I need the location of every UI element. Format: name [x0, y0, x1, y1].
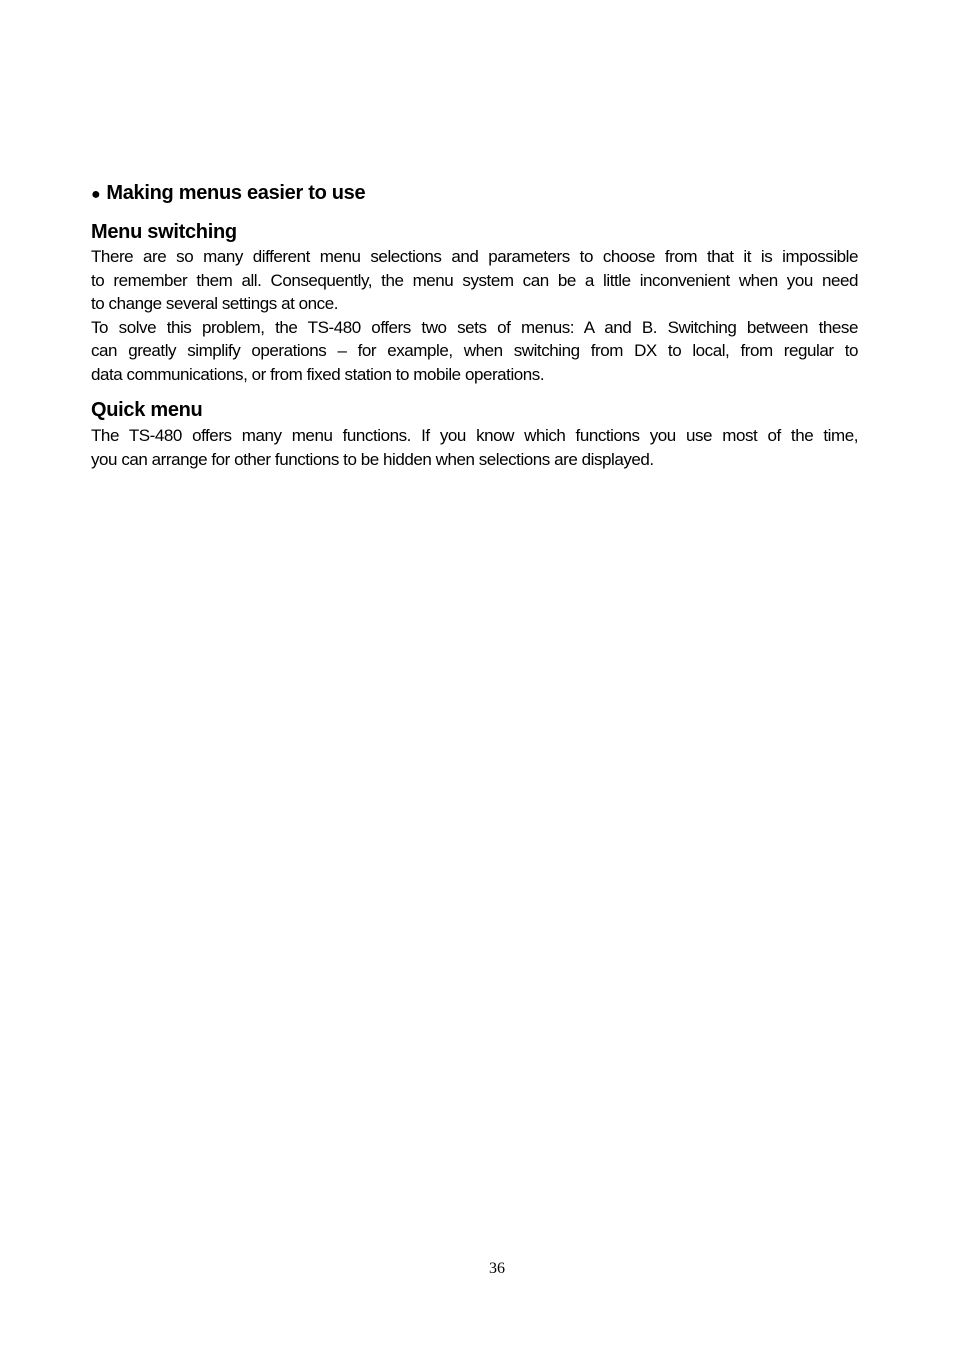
- text-line: to change several settings at once.: [91, 294, 338, 313]
- section-heading: [91, 182, 365, 205]
- bullet-icon: ●: [91, 186, 101, 203]
- section-title: Making menus easier to use: [106, 182, 366, 204]
- quick-menu-body: [91, 424, 858, 471]
- text-line: can greatly simplify operations – for example, when switching from DX to local, from regular to: [91, 341, 858, 360]
- menu-switching-heading: Menu switching: [91, 221, 237, 243]
- text-line: There are so many different menu selections and parameters to choose from that it is impossible: [91, 247, 858, 266]
- text-line: data communications, or from fixed station to mobile operations.: [91, 364, 545, 384]
- menu-switching-body: [91, 245, 858, 386]
- page-number: 36: [489, 1260, 505, 1277]
- text-line: you can arrange for other functions to be hidden when selections are displayed.: [91, 449, 654, 469]
- text-line: To solve this problem, the TS-480 offers two sets of menus: A and B. Switching between these: [91, 317, 858, 337]
- quick-menu-heading: Quick menu: [91, 399, 203, 421]
- text-line: to remember them all. Consequently, the menu system can be a little inconvenient when you need: [91, 270, 858, 290]
- text-line: The TS-480 offers many menu functions. If you know which functions you use most of the time,: [91, 426, 858, 445]
